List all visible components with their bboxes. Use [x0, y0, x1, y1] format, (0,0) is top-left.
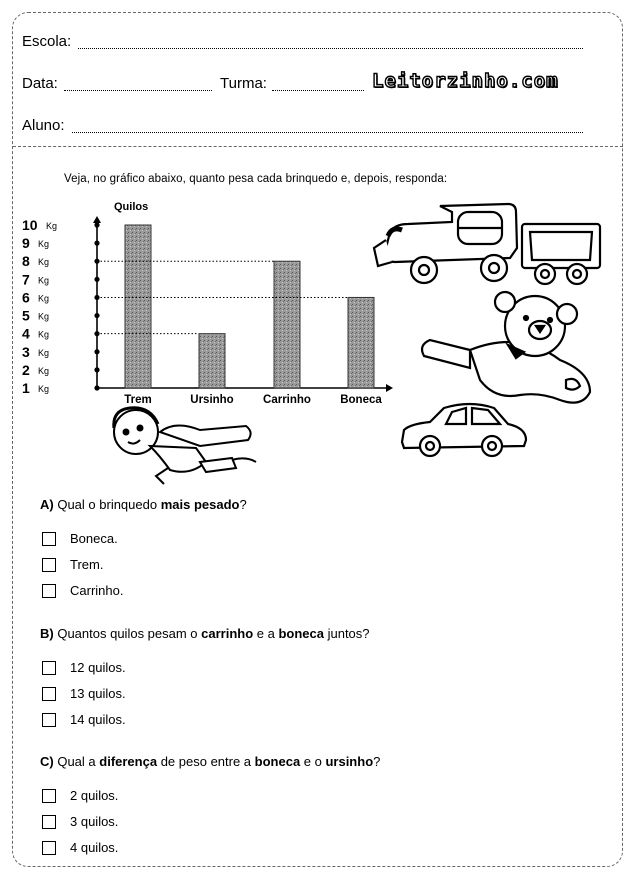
y-tick-dot	[94, 385, 99, 390]
y-tick-unit: Kg	[38, 239, 50, 250]
answer-option[interactable]	[42, 814, 118, 829]
bar-ursinho	[199, 334, 225, 388]
y-tick-unit: Kg	[38, 384, 50, 394]
answer-label: 2 quilos.	[70, 788, 119, 803]
y-tick-value: 10	[22, 217, 38, 233]
x-tick-label-ursinho: Ursinho	[190, 394, 234, 406]
x-tick-label-carrinho: Carrinho	[263, 394, 311, 406]
answer-label: 3 quilos.	[70, 814, 119, 829]
y-tick-dot	[94, 241, 99, 246]
question-text: e o	[300, 754, 326, 769]
answer-checkbox[interactable]	[42, 584, 56, 598]
bar-trem	[125, 225, 151, 388]
answer-label: Boneca.	[70, 531, 118, 546]
answer-option[interactable]	[42, 660, 126, 675]
answer-label: 14 quilos.	[70, 712, 126, 727]
answer-option[interactable]	[42, 557, 103, 572]
y-tick-dot	[94, 349, 99, 354]
question-text: Quantos quilos pesam o	[57, 626, 202, 641]
x-tick-label-trem: Trem	[124, 394, 152, 406]
question-letter: B)	[40, 626, 58, 641]
question-text: Qual a	[57, 754, 100, 769]
answer-label: Carrinho.	[70, 583, 124, 598]
answer-option[interactable]	[42, 840, 118, 855]
y-tick-value: 7	[22, 271, 30, 288]
question-text: Qual o brinquedo	[57, 497, 161, 512]
x-tick-label-boneca: Boneca	[340, 394, 382, 406]
student-label: Aluno:	[22, 117, 65, 134]
answer-option[interactable]	[42, 531, 118, 546]
y-tick-value: 3	[22, 343, 30, 360]
y-tick-value: 6	[22, 289, 30, 306]
y-tick-value: 4	[22, 325, 30, 342]
y-axis-arrow	[93, 216, 101, 223]
instruction-text: Veja, no gráfico abaixo, quanto pesa cada brinquedo e, depois, responda:	[64, 173, 448, 185]
y-tick-value: 5	[22, 307, 30, 324]
question-c	[40, 754, 380, 769]
answer-checkbox[interactable]	[42, 789, 56, 803]
y-tick-value: 2	[22, 361, 30, 378]
y-tick-dot	[94, 367, 99, 372]
answer-option[interactable]	[42, 583, 123, 598]
question-emphasis: carrinho	[201, 626, 254, 641]
class-label: Turma:	[220, 75, 267, 92]
y-tick-unit: Kg	[38, 293, 50, 304]
question-emphasis: boneca	[278, 626, 324, 641]
answer-label: 12 quilos.	[70, 660, 126, 675]
question-emphasis: boneca	[254, 754, 301, 769]
y-tick-unit: Kg	[38, 347, 50, 358]
answer-checkbox[interactable]	[42, 661, 56, 675]
question-emphasis: diferença	[99, 754, 158, 769]
question-text: juntos?	[323, 626, 370, 641]
y-tick-value: 1	[22, 380, 30, 396]
bar-boneca	[348, 297, 374, 388]
answer-checkbox[interactable]	[42, 532, 56, 546]
answer-checkbox[interactable]	[42, 713, 56, 727]
answer-option[interactable]	[42, 788, 118, 803]
question-text: ?	[239, 497, 247, 512]
x-axis-arrow	[386, 384, 393, 392]
question-letter: A)	[40, 497, 58, 512]
question-emphasis: ursinho	[325, 754, 374, 769]
y-tick-unit: Kg	[38, 365, 50, 376]
y-axis-label: Quilos	[114, 201, 149, 213]
answer-label: 13 quilos.	[70, 686, 126, 701]
answer-option[interactable]	[42, 686, 126, 701]
y-tick-unit: Kg	[38, 275, 50, 286]
question-text: ?	[373, 754, 381, 769]
y-tick-value: 8	[22, 253, 30, 270]
answer-checkbox[interactable]	[42, 815, 56, 829]
answer-checkbox[interactable]	[42, 687, 56, 701]
question-a	[40, 497, 247, 512]
answer-label: 4 quilos.	[70, 840, 119, 855]
answer-option[interactable]	[42, 712, 126, 727]
question-letter: C)	[40, 754, 58, 769]
question-emphasis: mais pesado	[160, 497, 240, 512]
date-label: Data:	[22, 75, 58, 92]
answer-checkbox[interactable]	[42, 841, 56, 855]
question-text: de peso entre a	[157, 754, 255, 769]
bar-carrinho	[274, 261, 300, 388]
answer-label: Trem.	[70, 557, 104, 572]
y-tick-unit: Kg	[38, 329, 50, 340]
site-logo: Leitorzinho.com	[372, 70, 559, 92]
y-tick-value: 9	[22, 235, 30, 252]
y-tick-dot	[94, 222, 99, 227]
y-tick-unit: Kg	[46, 221, 58, 231]
y-tick-unit: Kg	[38, 257, 50, 268]
y-tick-dot	[94, 277, 99, 282]
y-tick-unit: Kg	[38, 311, 50, 322]
question-b	[40, 626, 370, 641]
y-tick-dot	[94, 313, 99, 318]
answer-checkbox[interactable]	[42, 558, 56, 572]
school-label: Escola:	[22, 33, 72, 50]
question-text: e a	[253, 626, 279, 641]
